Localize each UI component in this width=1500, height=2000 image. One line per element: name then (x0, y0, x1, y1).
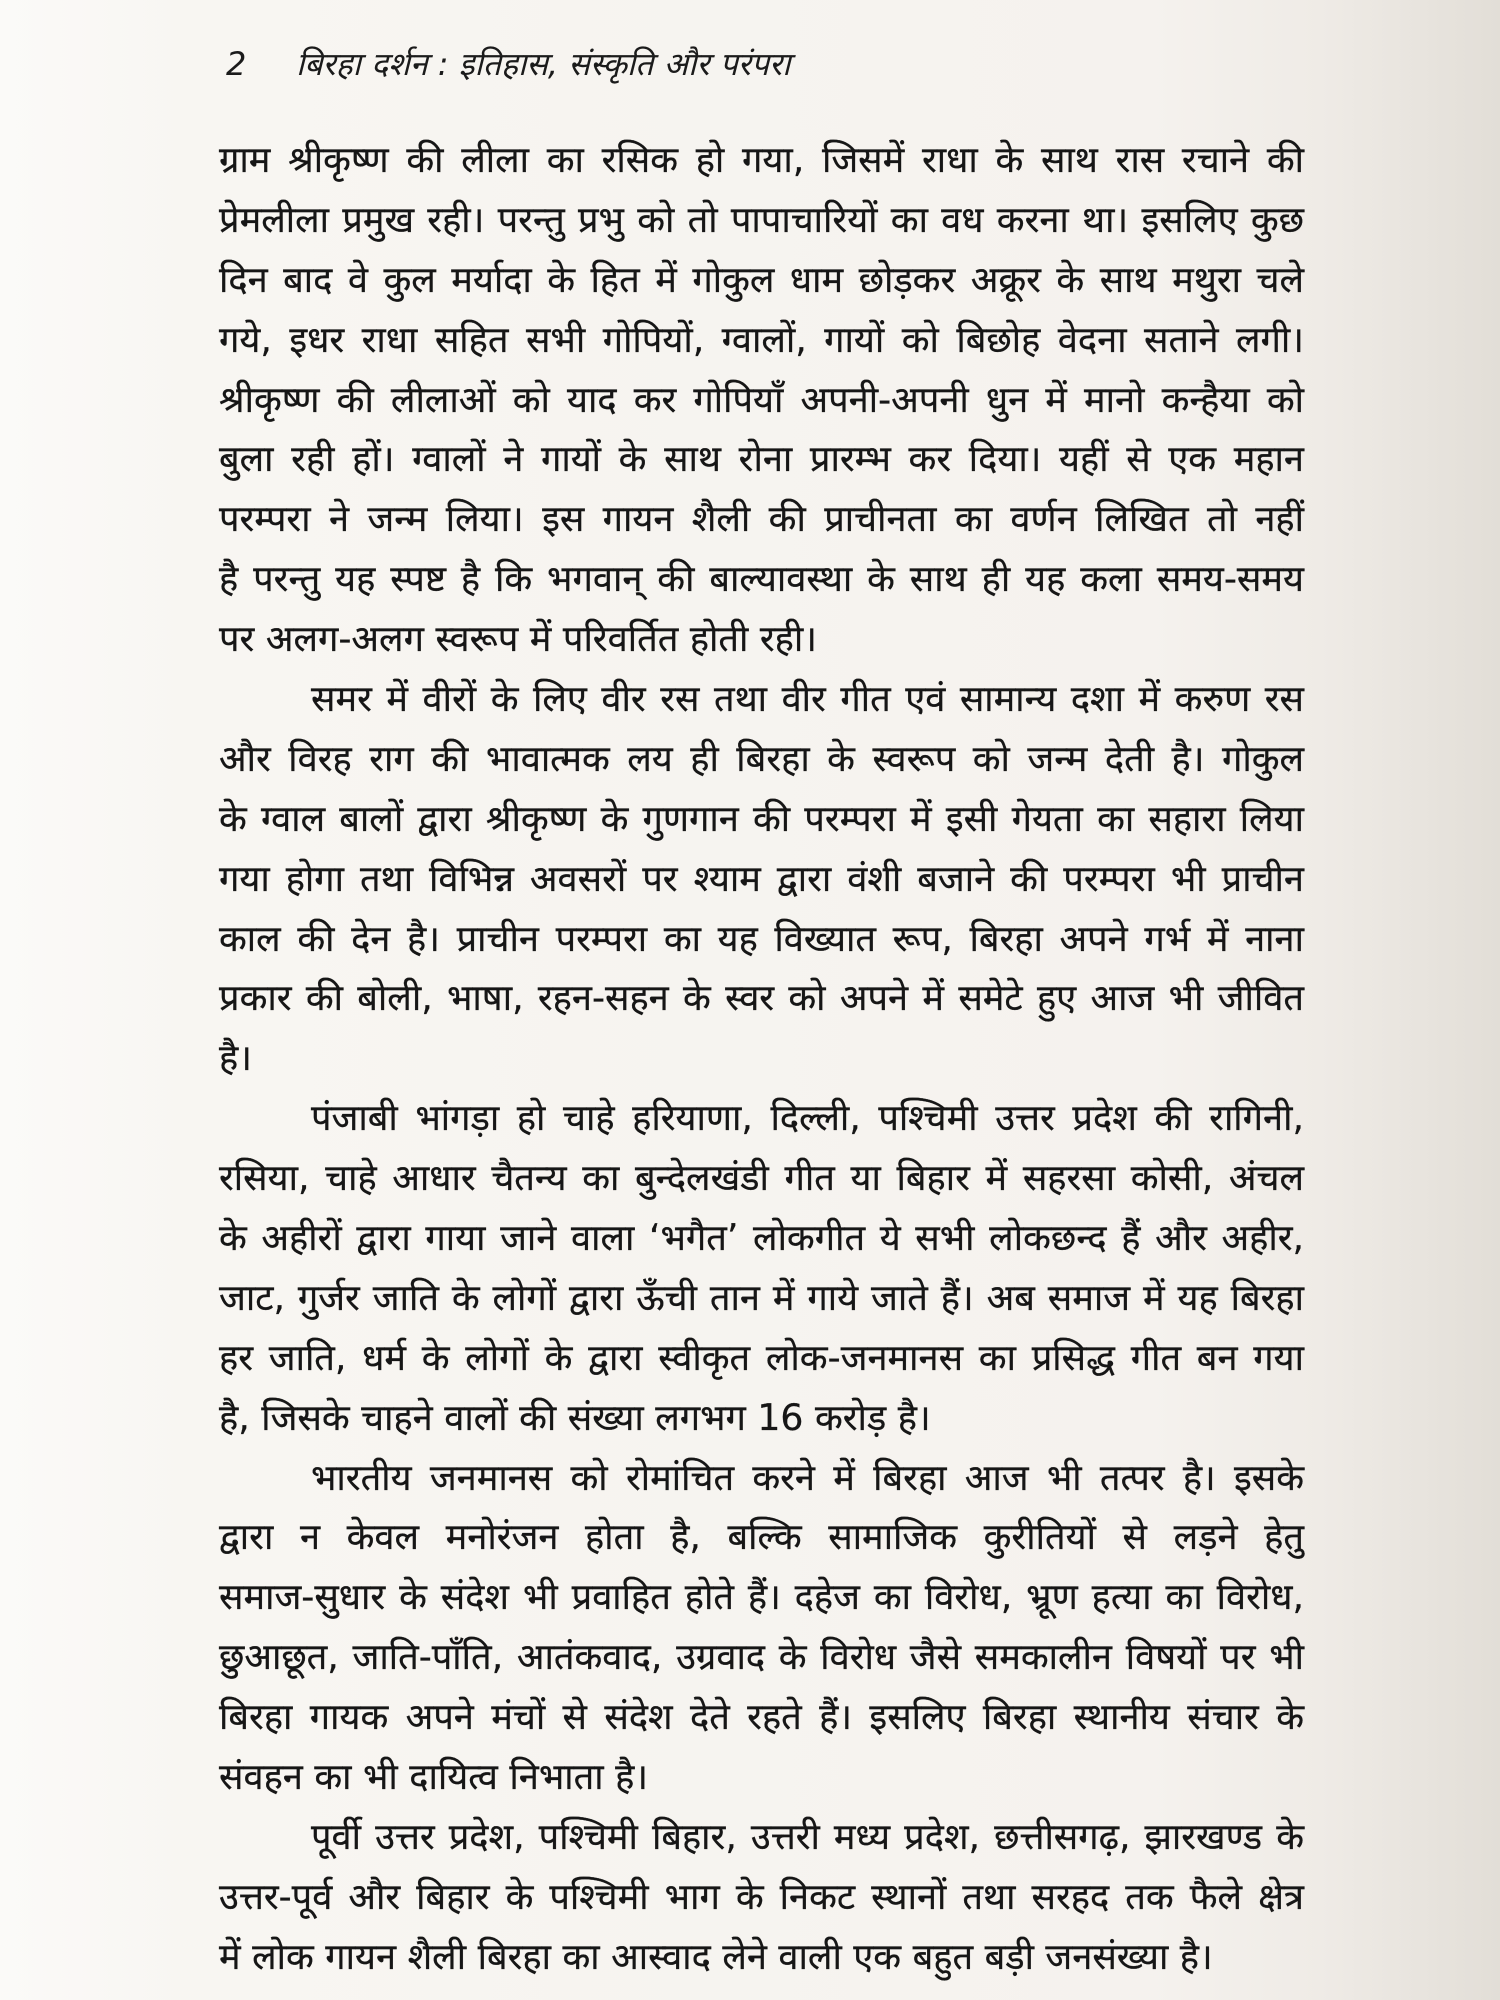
text-line: के ग्वाल बालों द्वारा श्रीकृष्ण के गुणगान की परम्परा में इसी गेयता का सहारा लिया (219, 796, 1304, 840)
text-line: काल की देन है। प्राचीन परम्परा का यह विख्यात रूप, बिरहा अपने गर्भ में नाना (219, 916, 1304, 960)
page-number: 2 (226, 45, 247, 83)
text-line: पूर्वी उत्तर प्रदेश, पश्चिमी बिहार, उत्तरी मध्य प्रदेश, छत्तीसगढ़, झारखण्ड के (311, 1814, 1304, 1858)
text-line: ग्राम श्रीकृष्ण की लीला का रसिक हो गया, जिसमें राधा के साथ रास रचाने की (219, 138, 1304, 181)
text-line: प्रेमलीला प्रमुख रही। परन्तु प्रभु को तो पापाचारियों का वध करना था। इसलिए कुछ (219, 197, 1304, 241)
paragraph (219, 1088, 1304, 1447)
text-line: के अहीरों द्वारा गाया जाने वाला ‘भगैत’ लोकगीत ये सभी लोकछन्द हैं और अहीर, (219, 1216, 1304, 1260)
running-title: बिरहा दर्शन : इतिहास, संस्कृति और परंपरा (296, 45, 791, 83)
text-line: हर जाति, धर्म के लोगों के द्वारा स्वीकृत लोक-जनमानस का प्रसिद्ध गीत बन गया (219, 1335, 1304, 1379)
text-line: परम्परा ने जन्म लिया। इस गायन शैली की प्राचीनता का वर्णन लिखित तो नहीं (219, 497, 1304, 541)
text-line: जाट, गुर्जर जाति के लोगों द्वारा ऊँची तान में गाये जाते हैं। अब समाज में यह बिरहा (219, 1275, 1304, 1319)
text-line: गये, इधर राधा सहित सभी गोपियों, ग्वालों, गायों को बिछोह वेदना सताने लगी। (219, 317, 1305, 361)
text-line: पंजाबी भांगड़ा हो चाहे हरियाणा, दिल्ली, पश्चिमी उत्तर प्रदेश की रागिनी, (311, 1096, 1304, 1140)
text-line: भारतीय जनमानस को रोमांचित करने में बिरहा आज भी तत्पर है। इसके (311, 1455, 1304, 1499)
text-line: उत्तर-पूर्व और बिहार के पश्चिमी भाग के निकट स्थानों तथा सरहद तक फैले क्षेत्र (219, 1874, 1304, 1918)
text-line: है। (219, 1036, 252, 1080)
text-line: प्रकार की बोली, भाषा, रहन-सहन के स्वर को अपने में समेटे हुए आज भी जीवित (219, 976, 1304, 1020)
body-text (219, 130, 1304, 1987)
text-line: पर अलग-अलग स्वरूप में परिवर्तित होती रही। (219, 617, 817, 661)
text-line: छुआछूत, जाति-पाँति, आतंकवाद, उग्रवाद के विरोध जैसे समकालीन विषयों पर भी (219, 1635, 1304, 1679)
text-line: में लोक गायन शैली बिरहा का आस्वाद लेने वाली एक बहुत बड़ी जनसंख्या है। (219, 1934, 1213, 1978)
text-line: संवहन का भी दायित्व निभाता है। (219, 1755, 649, 1799)
text-line: गया होगा तथा विभिन्न अवसरों पर श्याम द्वारा वंशी बजाने की परम्परा भी प्राचीन (219, 856, 1304, 900)
text-line: है, जिसके चाहने वालों की संख्या लगभग 16 करोड़ है। (219, 1395, 931, 1439)
text-line: और विरह राग की भावात्मक लय ही बिरहा के स्वरूप को जन्म देती है। गोकुल (219, 736, 1304, 780)
text-line: दिन बाद वे कुल मर्यादा के हित में गोकुल धाम छोड़कर अक्रूर के साथ मथुरा चले (219, 257, 1304, 301)
text-line: द्वारा न केवल मनोरंजन होता है, बल्कि सामाजिक कुरीतियों से लड़ने हेतु (219, 1515, 1304, 1559)
text-line: समर में वीरों के लिए वीर रस तथा वीर गीत एवं सामान्य दशा में करुण रस (311, 677, 1304, 721)
paragraph (219, 1807, 1304, 1987)
paragraph (219, 669, 1304, 1088)
text-line: रसिया, चाहे आधार चैतन्य का बुन्देलखंडी गीत या बिहार में सहरसा कोसी, अंचल (219, 1156, 1304, 1200)
text-line: समाज-सुधार के संदेश भी प्रवाहित होते हैं। दहेज का विरोध, भ्रूण हत्या का विरोध, (219, 1575, 1304, 1619)
running-header (0, 40, 1500, 88)
text-line: बुला रही हों। ग्वालों ने गायों के साथ रोना प्रारम्भ कर दिया। यहीं से एक महान (219, 437, 1304, 481)
paragraph (219, 130, 1304, 669)
text-line: है परन्तु यह स्पष्ट है कि भगवान् की बाल्यावस्था के साथ ही यह कला समय-समय (219, 557, 1304, 601)
text-line: श्रीकृष्ण की लीलाओं को याद कर गोपियाँ अपनी-अपनी धुन में मानो कन्हैया को (219, 377, 1304, 421)
text-line: बिरहा गायक अपने मंचों से संदेश देते रहते हैं। इसलिए बिरहा स्थानीय संचार के (219, 1695, 1304, 1739)
paragraph (219, 1448, 1304, 1807)
